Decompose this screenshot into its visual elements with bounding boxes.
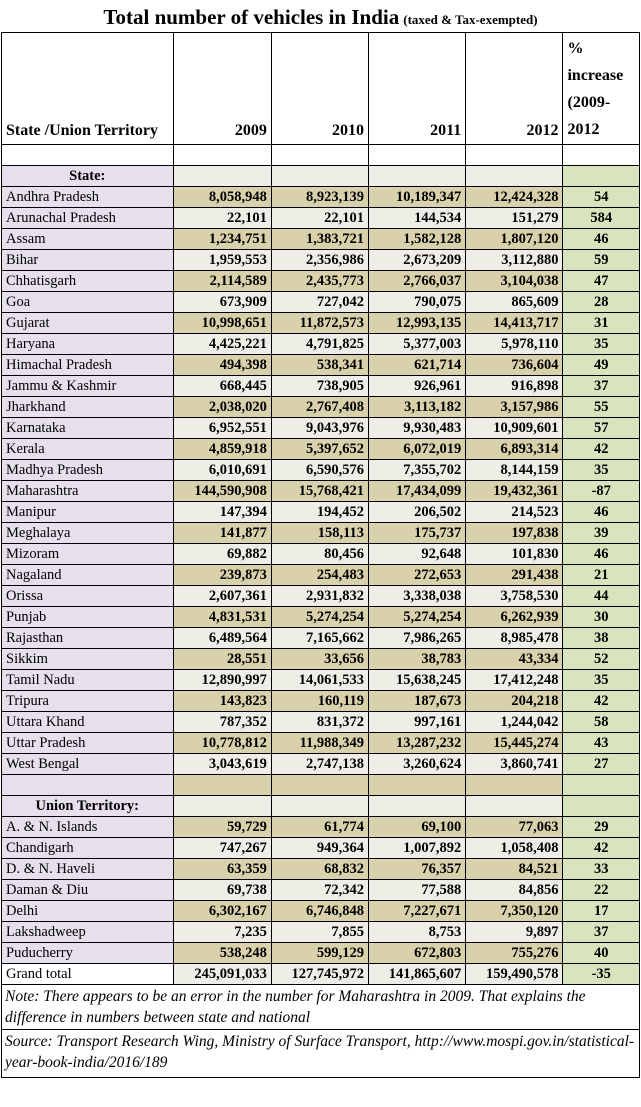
vehicle-count-2012: 3,112,880 (466, 250, 563, 271)
region-name: Punjab (2, 607, 174, 628)
vehicle-count-2012: 1,807,120 (466, 229, 563, 250)
region-name: Daman & Diu (2, 880, 174, 901)
pct-increase: 22 (563, 880, 640, 901)
pct-increase: 42 (563, 838, 640, 859)
table-row (2, 838, 640, 859)
source-box (1, 1030, 640, 1078)
pct-increase: 46 (563, 229, 640, 250)
vehicle-count-2009: 141,877 (173, 523, 271, 544)
vehicle-count-2011: 621,714 (369, 355, 466, 376)
table-row (2, 649, 640, 670)
vehicle-count-2009: 2,038,020 (173, 397, 271, 418)
vehicle-count-2012: 15,445,274 (466, 733, 563, 754)
vehicle-count-2010: 61,774 (271, 817, 368, 838)
vehicle-count-2011: 206,502 (369, 502, 466, 523)
header-year-2011: 2011 (369, 33, 466, 145)
vehicle-count-2011: 175,737 (369, 523, 466, 544)
pct-increase: 39 (563, 523, 640, 544)
table-row (2, 733, 640, 754)
pct-increase: 52 (563, 649, 640, 670)
pct-increase: 54 (563, 187, 640, 208)
table-row (2, 754, 640, 775)
section-header-row (2, 796, 640, 817)
region-name: A. & N. Islands (2, 817, 174, 838)
table-row (2, 943, 640, 964)
vehicle-count-2009: 143,823 (173, 691, 271, 712)
table-row (2, 460, 640, 481)
vehicle-count-2012: 755,276 (466, 943, 563, 964)
grand-total-label: Grand total (2, 964, 174, 985)
region-name: Assam (2, 229, 174, 250)
vehicle-count-2011: 12,993,135 (369, 313, 466, 334)
gap-cell (466, 775, 563, 796)
section-filler-cell (271, 166, 368, 187)
region-name: Nagaland (2, 565, 174, 586)
vehicle-count-2009: 668,445 (173, 376, 271, 397)
vehicle-count-2010: 11,872,573 (271, 313, 368, 334)
vehicle-count-2011: 17,434,099 (369, 481, 466, 502)
vehicle-count-2010: 599,129 (271, 943, 368, 964)
vehicle-count-2010: 5,397,652 (271, 439, 368, 460)
vehicle-count-2012: 3,860,741 (466, 754, 563, 775)
pct-increase: 42 (563, 439, 640, 460)
vehicle-count-2009: 69,882 (173, 544, 271, 565)
pct-increase: -87 (563, 481, 640, 502)
section-pct-cell (563, 796, 640, 817)
vehicle-count-2009: 147,394 (173, 502, 271, 523)
vehicle-count-2010: 6,590,576 (271, 460, 368, 481)
vehicle-count-2010: 2,767,408 (271, 397, 368, 418)
table-row (2, 229, 640, 250)
spacer-row (2, 145, 640, 166)
pct-increase: 42 (563, 691, 640, 712)
vehicles-table (1, 32, 640, 985)
note-text: Note: There appears to be an error in the number for Maharashtra in 2009. That explains the difference in numbers between state and national (5, 988, 586, 1026)
vehicle-count-2010: 7,855 (271, 922, 368, 943)
vehicle-count-2011: 144,534 (369, 208, 466, 229)
region-name: Lakshadweep (2, 922, 174, 943)
note-box (1, 985, 640, 1030)
vehicle-count-2012: 7,350,120 (466, 901, 563, 922)
region-name: Arunachal Pradesh (2, 208, 174, 229)
vehicle-count-2009: 4,831,531 (173, 607, 271, 628)
vehicle-count-2011: 8,753 (369, 922, 466, 943)
region-name: Andhra Pradesh (2, 187, 174, 208)
vehicle-count-2009: 538,248 (173, 943, 271, 964)
pct-increase: 59 (563, 250, 640, 271)
vehicle-count-2010: 1,383,721 (271, 229, 368, 250)
vehicle-count-2009: 239,873 (173, 565, 271, 586)
section-label: Union Territory: (2, 796, 174, 817)
table-row (2, 880, 640, 901)
region-name: Himachal Pradesh (2, 355, 174, 376)
header-year-2010: 2010 (271, 33, 368, 145)
vehicle-count-2009: 494,398 (173, 355, 271, 376)
grand-total-pct: -35 (563, 964, 640, 985)
region-name: D. & N. Haveli (2, 859, 174, 880)
region-name: Tamil Nadu (2, 670, 174, 691)
vehicle-count-2009: 2,114,589 (173, 271, 271, 292)
vehicle-count-2010: 738,905 (271, 376, 368, 397)
table-row (2, 292, 640, 313)
region-name: Goa (2, 292, 174, 313)
table-row (2, 187, 640, 208)
vehicle-count-2010: 831,372 (271, 712, 368, 733)
vehicle-count-2011: 672,803 (369, 943, 466, 964)
section-label: State: (2, 166, 174, 187)
section-filler-cell (369, 796, 466, 817)
region-name: Uttar Pradesh (2, 733, 174, 754)
vehicle-count-2010: 9,043,976 (271, 418, 368, 439)
vehicle-count-2010: 254,483 (271, 565, 368, 586)
vehicle-count-2010: 8,923,139 (271, 187, 368, 208)
vehicle-count-2010: 2,931,832 (271, 586, 368, 607)
vehicle-count-2009: 10,778,812 (173, 733, 271, 754)
vehicle-count-2012: 197,838 (466, 523, 563, 544)
section-filler-cell (173, 796, 271, 817)
vehicle-count-2012: 14,413,717 (466, 313, 563, 334)
vehicle-count-2012: 17,412,248 (466, 670, 563, 691)
region-name: Maharashtra (2, 481, 174, 502)
region-name: Haryana (2, 334, 174, 355)
vehicle-count-2009: 3,043,619 (173, 754, 271, 775)
vehicle-count-2011: 69,100 (369, 817, 466, 838)
region-name: Orissa (2, 586, 174, 607)
table-row (2, 334, 640, 355)
vehicle-count-2010: 15,768,421 (271, 481, 368, 502)
vehicle-count-2011: 13,287,232 (369, 733, 466, 754)
pct-increase: 43 (563, 733, 640, 754)
vehicle-count-2011: 7,355,702 (369, 460, 466, 481)
vehicle-count-2010: 2,435,773 (271, 271, 368, 292)
table-row (2, 355, 640, 376)
section-pct-cell (563, 166, 640, 187)
region-name: Chhatisgarh (2, 271, 174, 292)
vehicle-count-2011: 76,357 (369, 859, 466, 880)
table-row (2, 565, 640, 586)
source-text: Source: Transport Research Wing, Ministry of Surface Transport, http://www.mospi.gov.in/statistical-year-book-india/2016/189 (5, 1033, 635, 1071)
pct-increase: 27 (563, 754, 640, 775)
vehicle-count-2010: 538,341 (271, 355, 368, 376)
section-filler-cell (369, 166, 466, 187)
pct-increase: 46 (563, 502, 640, 523)
vehicle-count-2012: 19,432,361 (466, 481, 563, 502)
vehicle-count-2010: 33,656 (271, 649, 368, 670)
vehicle-count-2012: 736,604 (466, 355, 563, 376)
vehicle-count-2012: 10,909,601 (466, 418, 563, 439)
vehicle-count-2009: 1,959,553 (173, 250, 271, 271)
vehicle-count-2012: 916,898 (466, 376, 563, 397)
pct-increase: 44 (563, 586, 640, 607)
vehicle-count-2011: 7,986,265 (369, 628, 466, 649)
region-name: Bihar (2, 250, 174, 271)
vehicle-count-2012: 1,244,042 (466, 712, 563, 733)
vehicle-count-2010: 22,101 (271, 208, 368, 229)
region-name: Meghalaya (2, 523, 174, 544)
vehicle-count-2011: 5,274,254 (369, 607, 466, 628)
gap-cell (271, 775, 368, 796)
vehicle-count-2011: 2,673,209 (369, 250, 466, 271)
section-filler-cell (466, 796, 563, 817)
vehicle-count-2010: 80,456 (271, 544, 368, 565)
region-name: Jharkhand (2, 397, 174, 418)
header-year-2012: 2012 (466, 33, 563, 145)
gap-name-cell (2, 775, 174, 796)
grand-total-2012: 159,490,578 (466, 964, 563, 985)
pct-increase: 46 (563, 544, 640, 565)
pct-increase: 57 (563, 418, 640, 439)
vehicle-count-2012: 6,893,314 (466, 439, 563, 460)
vehicle-count-2009: 787,352 (173, 712, 271, 733)
vehicle-count-2010: 949,364 (271, 838, 368, 859)
vehicle-count-2010: 160,119 (271, 691, 368, 712)
vehicle-count-2011: 187,673 (369, 691, 466, 712)
vehicle-count-2010: 5,274,254 (271, 607, 368, 628)
region-name: Uttara Khand (2, 712, 174, 733)
table-row (2, 523, 640, 544)
region-name: Puducherry (2, 943, 174, 964)
vehicle-count-2012: 291,438 (466, 565, 563, 586)
vehicle-count-2012: 8,144,159 (466, 460, 563, 481)
vehicle-count-2011: 3,260,624 (369, 754, 466, 775)
region-name: Karnataka (2, 418, 174, 439)
region-name: Jammu & Kashmir (2, 376, 174, 397)
vehicle-count-2012: 84,521 (466, 859, 563, 880)
pct-increase: 17 (563, 901, 640, 922)
vehicle-count-2010: 6,746,848 (271, 901, 368, 922)
vehicle-count-2009: 7,235 (173, 922, 271, 943)
table-row (2, 901, 640, 922)
region-name: Kerala (2, 439, 174, 460)
vehicle-count-2012: 6,262,939 (466, 607, 563, 628)
vehicle-count-2010: 11,988,349 (271, 733, 368, 754)
title-main: Total number of vehicles in India (103, 5, 400, 29)
vehicle-count-2012: 3,157,986 (466, 397, 563, 418)
grand-total-2010: 127,745,972 (271, 964, 368, 985)
table-row (2, 418, 640, 439)
vehicle-count-2009: 6,952,551 (173, 418, 271, 439)
vehicle-count-2009: 6,302,167 (173, 901, 271, 922)
vehicle-count-2009: 8,058,948 (173, 187, 271, 208)
pct-increase: 30 (563, 607, 640, 628)
vehicle-count-2011: 92,648 (369, 544, 466, 565)
vehicle-count-2010: 4,791,825 (271, 334, 368, 355)
table-row (2, 376, 640, 397)
vehicle-count-2009: 69,738 (173, 880, 271, 901)
vehicle-count-2012: 865,609 (466, 292, 563, 313)
region-name: West Bengal (2, 754, 174, 775)
region-name: Madhya Pradesh (2, 460, 174, 481)
header-pct-increase: % increase (2009-2012 (563, 33, 640, 145)
gap-cell (173, 775, 271, 796)
vehicle-count-2009: 10,998,651 (173, 313, 271, 334)
vehicle-count-2011: 997,161 (369, 712, 466, 733)
vehicle-count-2011: 1,582,128 (369, 229, 466, 250)
table-row (2, 859, 640, 880)
region-name: Chandigarh (2, 838, 174, 859)
vehicle-count-2009: 12,890,997 (173, 670, 271, 691)
pct-increase: 38 (563, 628, 640, 649)
vehicle-count-2010: 727,042 (271, 292, 368, 313)
vehicle-count-2012: 3,758,530 (466, 586, 563, 607)
vehicle-count-2009: 59,729 (173, 817, 271, 838)
gap-pct-cell (563, 775, 640, 796)
vehicle-count-2009: 28,551 (173, 649, 271, 670)
pct-increase: 40 (563, 943, 640, 964)
pct-increase: 49 (563, 355, 640, 376)
region-name: Mizoram (2, 544, 174, 565)
vehicle-count-2011: 790,075 (369, 292, 466, 313)
header-row (2, 33, 640, 145)
region-name: Sikkim (2, 649, 174, 670)
table-row (2, 397, 640, 418)
vehicle-count-2009: 22,101 (173, 208, 271, 229)
vehicle-count-2011: 1,007,892 (369, 838, 466, 859)
vehicle-count-2012: 101,830 (466, 544, 563, 565)
table-row (2, 250, 640, 271)
vehicle-count-2012: 8,985,478 (466, 628, 563, 649)
table-row (2, 817, 640, 838)
vehicle-count-2010: 2,747,138 (271, 754, 368, 775)
pct-increase: 28 (563, 292, 640, 313)
vehicle-count-2012: 3,104,038 (466, 271, 563, 292)
table-row (2, 439, 640, 460)
section-filler-cell (271, 796, 368, 817)
pct-increase: 37 (563, 922, 640, 943)
section-filler-cell (466, 166, 563, 187)
vehicle-count-2009: 2,607,361 (173, 586, 271, 607)
region-name: Manipur (2, 502, 174, 523)
vehicle-count-2012: 5,978,110 (466, 334, 563, 355)
pct-increase: 33 (563, 859, 640, 880)
pct-increase: 35 (563, 670, 640, 691)
table-row (2, 670, 640, 691)
table-row (2, 607, 640, 628)
pct-increase: 31 (563, 313, 640, 334)
vehicle-count-2012: 43,334 (466, 649, 563, 670)
vehicle-count-2011: 9,930,483 (369, 418, 466, 439)
vehicle-count-2009: 1,234,751 (173, 229, 271, 250)
region-name: Tripura (2, 691, 174, 712)
grand-total-2011: 141,865,607 (369, 964, 466, 985)
table-row (2, 922, 640, 943)
vehicle-count-2010: 158,113 (271, 523, 368, 544)
pct-increase: 35 (563, 460, 640, 481)
table-row (2, 481, 640, 502)
vehicle-count-2010: 72,342 (271, 880, 368, 901)
table-row (2, 544, 640, 565)
section-header-row (2, 166, 640, 187)
vehicle-count-2009: 4,859,918 (173, 439, 271, 460)
vehicle-count-2011: 2,766,037 (369, 271, 466, 292)
vehicle-count-2012: 9,897 (466, 922, 563, 943)
vehicle-count-2011: 10,189,347 (369, 187, 466, 208)
pct-increase: 58 (563, 712, 640, 733)
pct-increase: 35 (563, 334, 640, 355)
vehicle-count-2009: 6,489,564 (173, 628, 271, 649)
vehicle-count-2011: 272,653 (369, 565, 466, 586)
table-row (2, 313, 640, 334)
grand-total-2009: 245,091,033 (173, 964, 271, 985)
section-filler-cell (173, 166, 271, 187)
vehicle-count-2009: 4,425,221 (173, 334, 271, 355)
vehicle-count-2011: 6,072,019 (369, 439, 466, 460)
header-state-label: State /Union Territory (2, 33, 174, 145)
vehicle-count-2010: 194,452 (271, 502, 368, 523)
region-name: Rajasthan (2, 628, 174, 649)
vehicle-count-2011: 3,113,182 (369, 397, 466, 418)
table-row (2, 208, 640, 229)
vehicle-count-2012: 77,063 (466, 817, 563, 838)
table-row (2, 586, 640, 607)
vehicle-count-2011: 926,961 (369, 376, 466, 397)
grand-total-row (2, 964, 640, 985)
vehicle-count-2011: 5,377,003 (369, 334, 466, 355)
vehicle-count-2011: 77,588 (369, 880, 466, 901)
region-name: Gujarat (2, 313, 174, 334)
vehicle-count-2012: 1,058,408 (466, 838, 563, 859)
vehicle-count-2010: 14,061,533 (271, 670, 368, 691)
table-row (2, 712, 640, 733)
title-subtitle: (taxed & Tax-exempted) (403, 12, 538, 27)
pct-increase: 29 (563, 817, 640, 838)
vehicle-count-2009: 6,010,691 (173, 460, 271, 481)
pct-increase: 55 (563, 397, 640, 418)
vehicle-count-2010: 2,356,986 (271, 250, 368, 271)
vehicle-count-2012: 151,279 (466, 208, 563, 229)
table-row (2, 691, 640, 712)
vehicle-count-2011: 38,783 (369, 649, 466, 670)
vehicle-count-2010: 7,165,662 (271, 628, 368, 649)
header-year-2009: 2009 (173, 33, 271, 145)
page-title (0, 0, 641, 32)
region-name: Delhi (2, 901, 174, 922)
pct-increase: 21 (563, 565, 640, 586)
vehicle-count-2009: 144,590,908 (173, 481, 271, 502)
vehicle-count-2011: 3,338,038 (369, 586, 466, 607)
table-row (2, 628, 640, 649)
vehicle-count-2012: 84,856 (466, 880, 563, 901)
vehicle-count-2009: 673,909 (173, 292, 271, 313)
pct-increase: 47 (563, 271, 640, 292)
vehicle-count-2012: 12,424,328 (466, 187, 563, 208)
vehicle-count-2009: 747,267 (173, 838, 271, 859)
vehicle-count-2009: 63,359 (173, 859, 271, 880)
pct-increase: 37 (563, 376, 640, 397)
section-gap-row (2, 775, 640, 796)
vehicle-count-2011: 7,227,671 (369, 901, 466, 922)
vehicle-count-2010: 68,832 (271, 859, 368, 880)
vehicle-count-2011: 15,638,245 (369, 670, 466, 691)
vehicle-count-2012: 204,218 (466, 691, 563, 712)
vehicle-count-2012: 214,523 (466, 502, 563, 523)
table-row (2, 271, 640, 292)
table-row (2, 502, 640, 523)
pct-increase: 584 (563, 208, 640, 229)
gap-cell (369, 775, 466, 796)
